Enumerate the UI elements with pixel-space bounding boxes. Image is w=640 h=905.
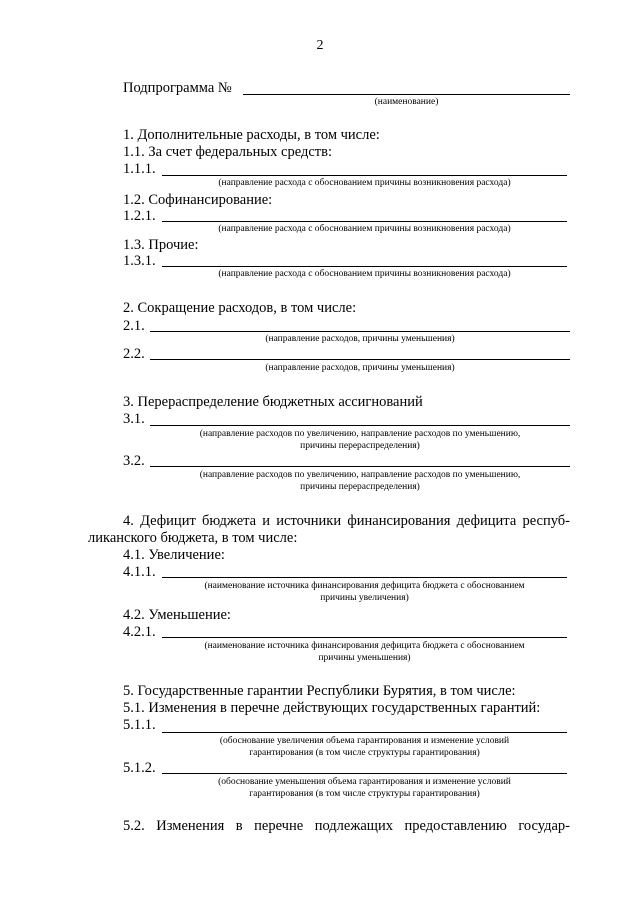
page-number: 2 (316, 38, 324, 53)
item-5-1-2-caption-1: (обоснование уменьшения объема гарантирования и изменение условий (218, 777, 511, 787)
item-5-2: 5.2. Изменения в перечне подлежащих предоставлению государ- (123, 818, 570, 834)
subprogram-name-line (243, 94, 570, 95)
item-3-2-caption-2: причины перераспределения) (300, 482, 420, 492)
item-1-2: 1.2. Софинансирование: (123, 192, 273, 208)
item-4-2-1-caption-1: (наименование источника финансирования дефицита бюджета с обоснованием (204, 641, 525, 651)
item-2-1-line (150, 331, 570, 332)
item-4-2-1-caption-2: причины уменьшения) (318, 653, 411, 663)
section-4-title-2: ликанского бюджета, в том числе: (88, 530, 298, 546)
item-5-1: 5.1. Изменения в перечне действующих государственных гарантий: (123, 700, 541, 716)
item-3-2-line (150, 466, 570, 467)
item-1-2-1-label: 1.2.1. (123, 208, 156, 224)
item-5-1-1-caption-1: (обоснование увеличения объема гарантирования и изменение условий (219, 736, 510, 746)
item-1-1-1-label: 1.1.1. (123, 161, 156, 177)
item-5-1-2-caption-2: гарантирования (в том числе структуры гарантирования) (249, 789, 480, 799)
item-1-2-1-line (162, 221, 567, 222)
item-1-3-1-caption: (направление расхода с обоснованием причины возникновения расхода) (218, 269, 511, 279)
item-3-1-caption-2: причины перераспределения) (300, 441, 420, 451)
item-4-2-1-line (162, 637, 567, 638)
item-4-1-1-caption-2: причины увеличения) (320, 593, 409, 603)
item-5-1-2-line (162, 773, 567, 774)
item-1-3: 1.3. Прочие: (123, 237, 199, 253)
item-2-2-line (150, 359, 570, 360)
section-4-title-1: 4. Дефицит бюджета и источники финансирования дефицита респуб- (123, 513, 570, 529)
item-2-2-caption: (направление расходов, причины уменьшения) (265, 363, 455, 373)
section-5-title: 5. Государственные гарантии Республики Бурятия, в том числе: (123, 683, 516, 699)
item-5-1-1-caption-2: гарантирования (в том числе структуры гарантирования) (249, 748, 480, 758)
section-1-title: 1. Дополнительные расходы, в том числе: (123, 127, 380, 143)
item-1-3-1-line (162, 266, 567, 267)
item-5-1-1-line (162, 732, 567, 733)
item-3-1-line (150, 425, 570, 426)
subprogram-caption: (наименование) (374, 97, 439, 107)
item-2-1-caption: (направление расходов, причины уменьшения) (265, 334, 455, 344)
item-4-1-1-label: 4.1.1. (123, 564, 156, 580)
item-4-1-1-line (162, 577, 567, 578)
item-3-2-label: 3.2. (123, 453, 145, 469)
item-4-1-1-caption-1: (наименование источника финансирования дефицита бюджета с обоснованием (204, 581, 525, 591)
item-1-1: 1.1. За счет федеральных средств: (123, 144, 332, 160)
item-1-1-1-line (162, 175, 567, 176)
item-4-2: 4.2. Уменьшение: (123, 607, 231, 623)
item-4-1: 4.1. Увеличение: (123, 547, 225, 563)
item-5-1-1-label: 5.1.1. (123, 717, 156, 733)
item-2-2-label: 2.2. (123, 346, 145, 362)
item-3-2-caption-1: (направление расходов по увеличению, направление расходов по уменьшению, (199, 470, 521, 480)
item-2-1-label: 2.1. (123, 318, 145, 334)
section-3-title: 3. Перераспределение бюджетных ассигнований (123, 394, 423, 410)
item-1-2-1-caption: (направление расхода с обоснованием причины возникновения расхода) (218, 224, 511, 234)
item-4-2-1-label: 4.2.1. (123, 624, 156, 640)
subprogram-label: Подпрограмма № (123, 80, 232, 96)
item-3-1-caption-1: (направление расходов по увеличению, направление расходов по уменьшению, (199, 429, 521, 439)
item-1-1-1-caption: (направление расхода с обоснованием причины возникновения расхода) (218, 178, 511, 188)
item-5-1-2-label: 5.1.2. (123, 760, 156, 776)
item-1-3-1-label: 1.3.1. (123, 253, 156, 269)
item-3-1-label: 3.1. (123, 411, 145, 427)
section-2-title: 2. Сокращение расходов, в том числе: (123, 300, 357, 316)
